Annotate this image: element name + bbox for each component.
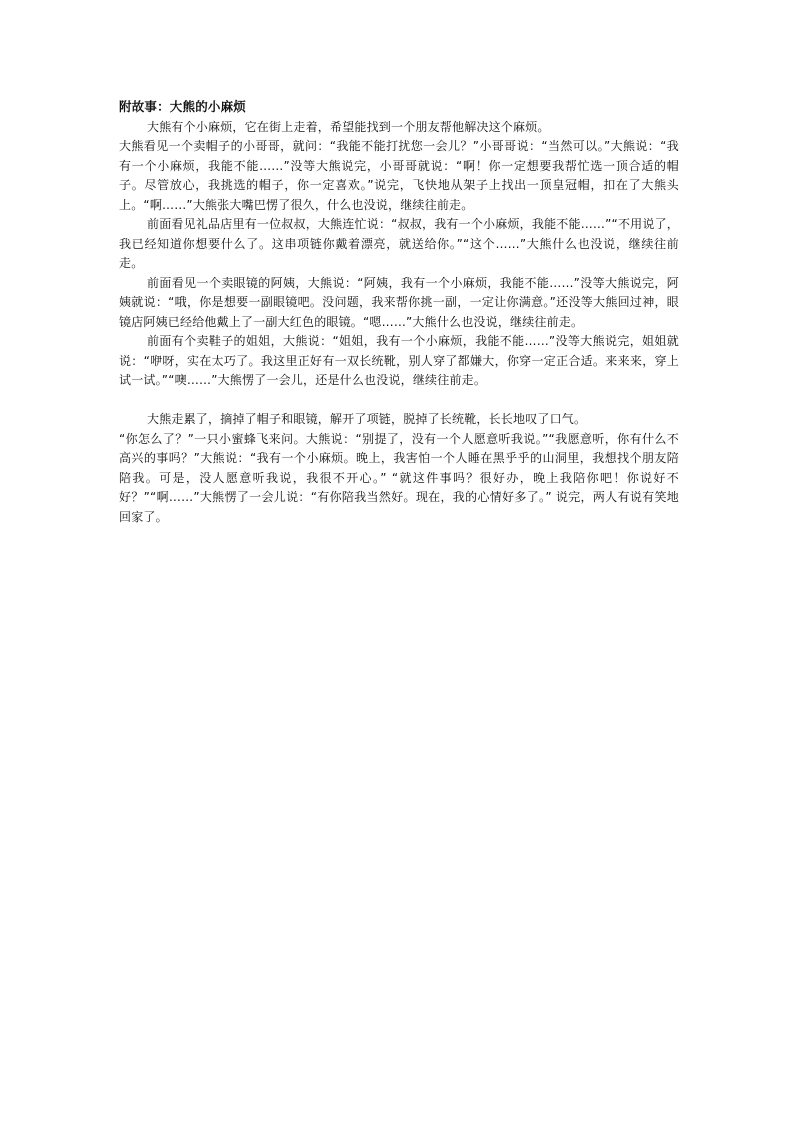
story-title: 附故事：大熊的小麻烦 <box>119 99 247 114</box>
story-paragraph-7: “你怎么了？”一只小蜜蜂飞来问。大熊说：“别提了，没有一个人愿意听我说。”“我愿意听，你有什么不高兴的事吗？”大熊说：“我有一个小麻烦。晚上，我害怕一个人睡在黑乎乎的山洞里，我想找个朋友陪陪我。可是，没人愿意听我说，我很不开心。” “就这件事吗？很好办，晚上我陪你吧！你说好不好？”“啊……”大熊愣了一会儿说：“有你陪我当然好。现在，我的心情好多了。” 说完，两人有说有笑地回家了。 <box>119 431 679 524</box>
story-paragraph-4: 前面看见一个卖眼镜的阿姨，大熊说：“阿姨，我有一个小麻烦，我能不能……”没等大熊说完，阿姨就说：“哦，你是想要一副眼镜吧。没问题，我来帮你挑一副，一定让你满意。”还没等大熊回过神，眼镜店阿姨已经给他戴上了一副大红色的眼镜。“嗯……”大熊什么也没说，继续往前走。 <box>119 275 679 329</box>
story-paragraph-2: 大熊看见一个卖帽子的小哥哥，就问：“我能不能打扰您一会儿？”小哥哥说：“当然可以。”大熊说：“我有一个小麻烦，我能不能……”没等大熊说完，小哥哥就说：“啊！你一定想要我帮忙选一顶合适的帽子。尽管放心，我挑选的帽子，你一定喜欢。”说完，飞快地从架子上找出一顶皇冠帽，扣在了大熊头上。“啊……”大熊张大嘴巴愣了很久，什么也没说，继续往前走。 <box>119 139 679 212</box>
story-body <box>119 97 679 527</box>
story-paragraph-6: 大熊走累了，摘掉了帽子和眼镜，解开了项链，脱掉了长统靴，长长地叹了口气。 <box>147 412 587 426</box>
story-paragraph-3: 前面看见礼品店里有一位叔叔，大熊连忙说：“叔叔，我有一个小麻烦，我能不能……”“不用说了，我已经知道你想要什么了。这串项链你戴着漂亮，就送给你。”“这个……”大熊什么也没说，继续往前走。 <box>119 217 679 270</box>
paragraph-spacer <box>119 391 679 411</box>
story-paragraph-5: 前面有个卖鞋子的姐姐，大熊说：“姐姐，我有一个小麻烦，我能不能……”没等大熊说完，姐姐就说：“咿呀，实在太巧了。我这里正好有一双长统靴，别人穿了都嫌大，你穿一定正合适。来来来，穿上试一试。”“噢……”大熊愣了一会儿，还是什么也没说，继续往前走。 <box>119 334 679 387</box>
story-paragraph-1: 大熊有个小麻烦，它在街上走着，希望能找到一个朋友帮他解决这个麻烦。 <box>147 119 550 134</box>
